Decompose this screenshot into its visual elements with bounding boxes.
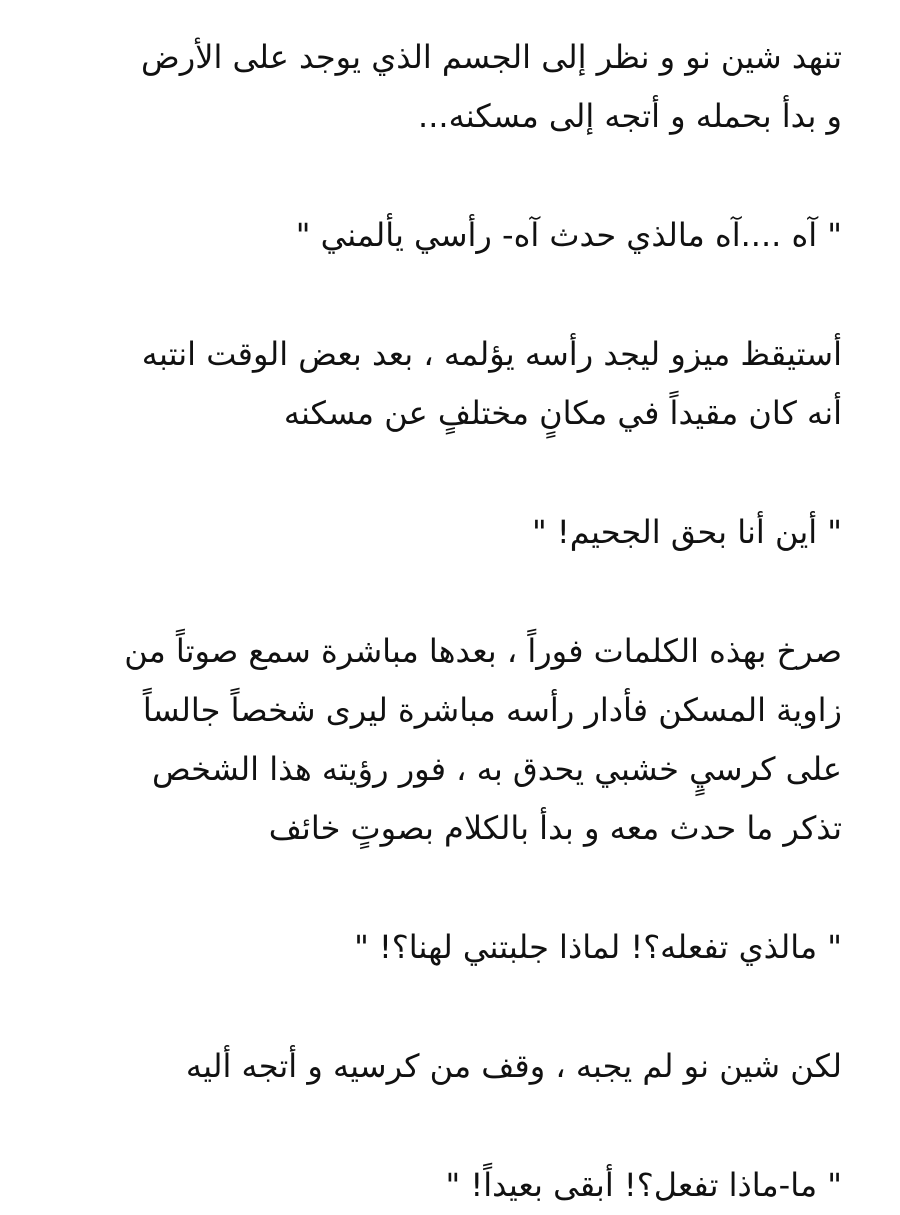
text-line: " أين أنا بحق الجحيم! " [532, 513, 842, 551]
narration-paragraph [58, 325, 842, 443]
text-line: لكن شين نو لم يجبه ، وقف من كرسيه و أتجه أليه [185, 1047, 842, 1085]
text-line: صرخ بهذه الكلمات فوراً ، بعدها مباشرة سمع صوتاً من [124, 632, 842, 670]
text-line: " مالذي تفعله؟! لماذا جلبتني لهنا؟! " [354, 928, 842, 966]
narration-paragraph [58, 1037, 842, 1096]
text-line: أنه كان مقيداً في مكانٍ مختلفٍ عن مسكنه [283, 394, 842, 432]
text-line: زاوية المسكن فأدار رأسه مباشرة ليرى شخصاً جالساً [142, 691, 842, 729]
text-line: و بدأ بحمله و أتجه إلى مسكنه... [418, 97, 842, 135]
text-line: على كرسيٍ خشبي يحدق به ، فور رؤيته هذا الشخص [151, 750, 842, 788]
text-line: تنهد شين نو و نظر إلى الجسم الذي يوجد على الأرض [141, 38, 842, 76]
dialogue-paragraph [58, 206, 842, 265]
dialogue-paragraph [58, 1156, 842, 1215]
text-line: " ما-ماذا تفعل؟! أبقى بعيداً! " [445, 1166, 842, 1204]
text-line: أستيقظ ميزو ليجد رأسه يؤلمه ، بعد بعض الوقت انتبه [141, 335, 842, 373]
text-line: " آه ....آه مالذي حدث آه- رأسي يألمني " [295, 216, 842, 254]
narration-paragraph [58, 622, 842, 858]
dialogue-paragraph [58, 918, 842, 977]
narration-paragraph [58, 28, 842, 146]
text-line: تذكر ما حدث معه و بدأ بالكلام بصوتٍ خائف [268, 809, 842, 847]
dialogue-paragraph [58, 503, 842, 562]
